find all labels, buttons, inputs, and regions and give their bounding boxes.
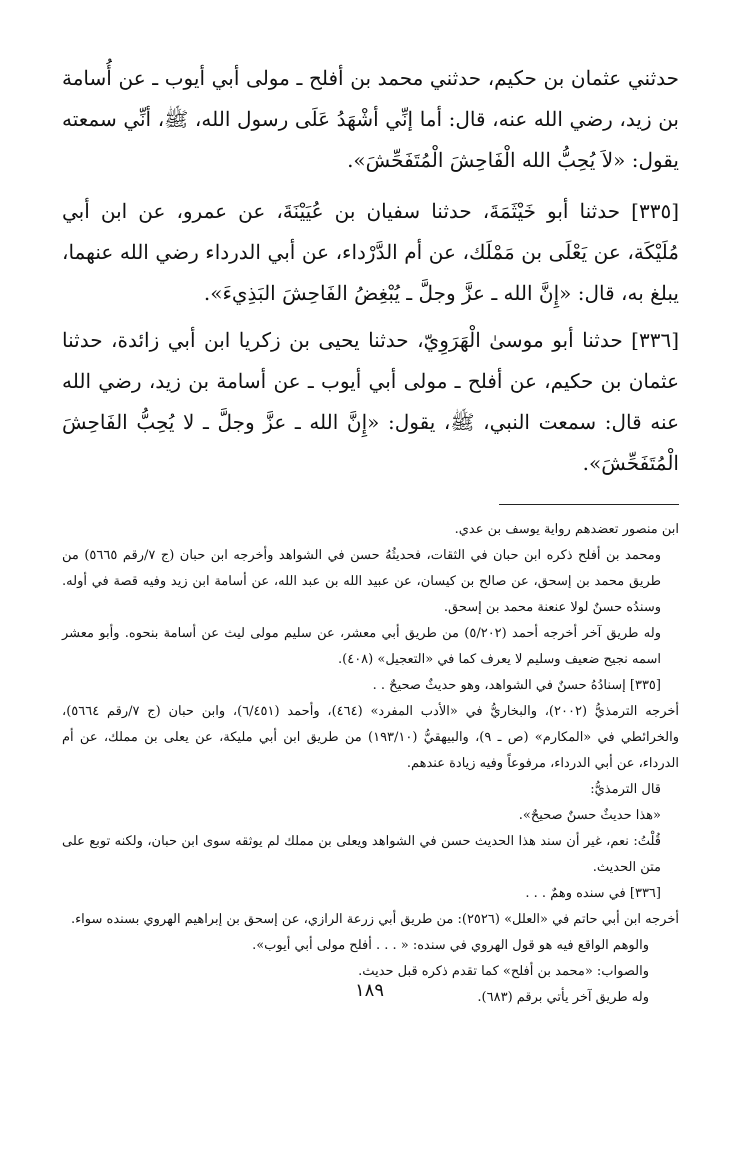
- footnote-line: أخرجه ابن أبي حاتم في «العلل» (٢٥٢٦): من طريق أبي زرعة الرازي، عن إسحق بن إبراهيم الهروي بسنده سواء.: [70, 912, 679, 927]
- footnote-line: [٣٣٥] إسنادُهُ حسنٌ في الشواهد، وهو حديثٌ صحيحٌ . .: [372, 678, 661, 693]
- footnote-line: وله طريق آخر يأتي برقم (٦٨٣).: [477, 990, 649, 1005]
- main-text: [62, 58, 679, 484]
- footnote-line: أخرجه الترمذيُّ (٢٠٠٢)، والبخاريُّ في «الأدب المفرد» (٤٦٤)، وأحمد (٦/٤٥١)، وابن حبان (ج ٧/رقم ٥٦٦٤)، والخرائطي في «المكارم» (ص ـ ٩)، والبيهقيُّ (١٩٣/١٠) من طريق ابن أبي مليكة، عن يعلى بن مملك، عن أم الدرداء، عن أبي الدرداء، مرفوعاً وفيه زيادة عندهم.: [62, 704, 680, 771]
- footnote-line: ومحمد بن أفلح ذكره ابن حبان في الثقات، فحديثُهُ حسن في الشواهد وأخرجه ابن حبان (ج ٧/رقم ٥٦٦٥) من طريق محمد بن إسحق، عن صالح بن كيسان، عن عبيد الله بن عبد الله، عن أسامة ابن زيد وفيه قصة في أوله. وسندُه حسنٌ لولا عنعنة محمد بن إسحق.: [62, 548, 661, 615]
- footnote-line: وله طريق آخر أخرجه أحمد (٥/٢٠٢) من طريق أبي معشر، عن سليم مولى ليث عن أسامة بنحوه. وأبو معشر اسمه نجيح ضعيف وسليم لا يعرف كما في «التعجيل» (٤٠٨).: [62, 626, 661, 667]
- footnote-line: «هذا حديثٌ حسنٌ صحيحٌ».: [518, 808, 661, 823]
- page-number: ١٨٩: [354, 980, 384, 1001]
- footnote-line: [٣٣٦] في سنده وهمٌ . . .: [525, 886, 661, 901]
- footnote-divider: [499, 504, 679, 505]
- hadith-335: [٣٣٥] حدثنا أبو خَيْثَمَةَ، حدثنا سفيان بن عُيَيْنَةَ، عن عمرو، عن ابن أبي مُلَيْكَة، عن يَعْلَى بن مَمْلَك، عن أم الدَّرْداء، عن أبي الدرداء رضي الله عنهما، يبلغ به، قال: «إِنَّ الله ـ عزَّ وجلَّ ـ يُبْغِضُ الفَاحِشَ البَذِيءَ».: [62, 199, 679, 305]
- footnote-line: قُلْتُ: نعم، غير أن سند هذا الحديث حسن في الشواهد ويعلى بن مملك لم يوثقه سوى ابن حبان، ولكنه توبع على متن الحديث.: [62, 834, 661, 875]
- main-paragraph-1: حدثني عثمان بن حكيم، حدثني محمد بن أفلح ـ مولى أبي أيوب ـ عن أُسامة بن زيد، رضي الله عنه، قال: أما إنِّي أشْهَدُ عَلَى رسول الله، ﷺ، أنِّي سمعته يقول: «لاَ يُحِبُّ الله الْفَاحِشَ الْمُتَفَحِّشَ».: [62, 66, 679, 172]
- footnotes: [62, 517, 679, 1011]
- footnote-line: ابن منصور تعضدهم رواية يوسف بن عدي.: [454, 522, 679, 537]
- footnote-line: قال الترمذيُّ:: [590, 782, 661, 797]
- hadith-336: [٣٣٦] حدثنا أبو موسىٰ الْهَرَوِيّ، حدثنا يحيى بن زكريا ابن أبي زائدة، حدثنا عثمان بن حكيم، عن أفلح ـ مولى أبي أيوب ـ عن أسامة بن زيد، رضي الله عنه قال: سمعت النبي، ﷺ، يقول: «إِنَّ الله ـ عزَّ وجلَّ ـ لا يُحِبُّ الفَاحِشَ الْمُتَفَحِّشَ».: [62, 328, 679, 475]
- footnote-line: والصواب: «محمد بن أفلح» كما تقدم ذكره قبل حديث.: [358, 964, 649, 979]
- footnote-line: والوهم الواقع فيه هو قول الهروي في سنده: « . . . أفلح مولى أبي أيوب».: [252, 938, 649, 953]
